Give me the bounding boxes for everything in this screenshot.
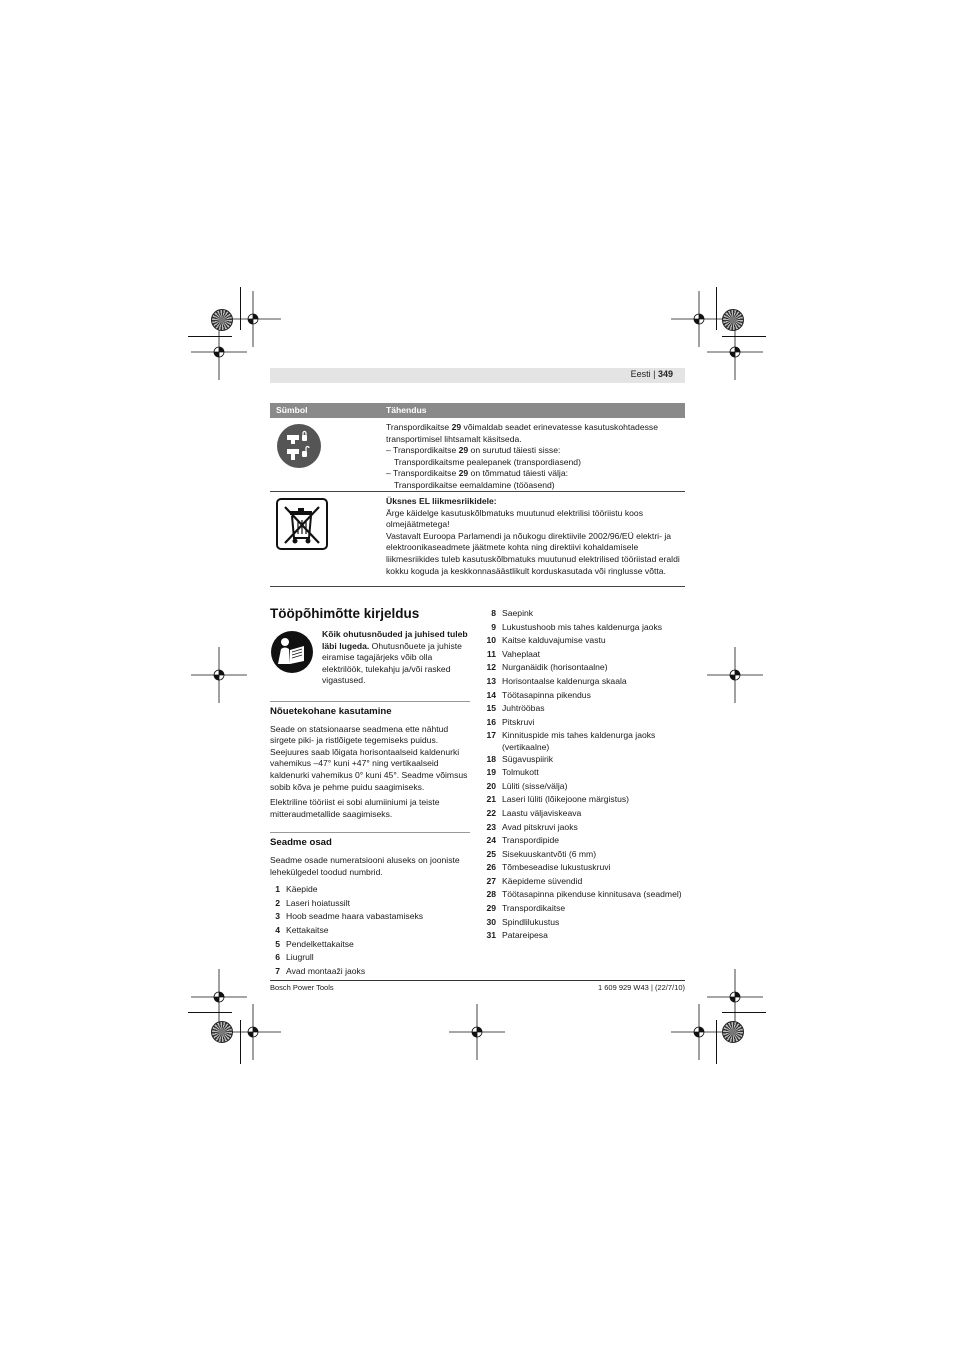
transport-lock-line xyxy=(386,422,685,445)
part-label: Laseri lüliti (lõikejoone märgistus) xyxy=(502,794,630,805)
list-item xyxy=(270,911,470,925)
part-label: Avad montaaži jaoks xyxy=(286,965,366,976)
part-number: 7 xyxy=(275,965,280,976)
color-target-icon xyxy=(722,1021,744,1043)
list-item xyxy=(482,662,686,676)
list-item xyxy=(482,649,686,663)
part-number: 31 xyxy=(486,930,496,941)
list-item xyxy=(482,730,686,753)
crossed-bin-icon xyxy=(276,498,328,554)
part-number: 6 xyxy=(275,952,280,963)
parts-list-right xyxy=(482,608,686,944)
table-header-row xyxy=(270,403,685,418)
disposal-heading: Üksnes EL liikmesriikidele: xyxy=(386,496,497,506)
intended-use-section xyxy=(270,701,470,820)
registration-mark-icon xyxy=(447,1002,507,1062)
list-item xyxy=(482,676,686,690)
intended-use-p1: Seade on statsionaarse seadmena ette nähtud sirgete piki- ja ristlõigete tegemiseks puidus. Seejuures saab lõigata horisontaalseid kaldenurki vahemikus –47° kuni +47° ning vertikaalseid kaldenurki vahemikus 0° kuni 45°. Seadme võimsus sobib kõva je pehme puidu saagimiseks. xyxy=(270,723,468,792)
warning-body: Ohutusnõuete ja juhiste eiramise tagajärjeks võib olla elektrilöök, tulekahju ja/või rasked vigastused. xyxy=(322,640,462,686)
part-number: 11 xyxy=(486,648,496,659)
part-number: 9 xyxy=(491,621,496,632)
footer-brand: Bosch Power Tools xyxy=(270,983,334,992)
part-label: Lukustushoob mis tahes kaldenurga jaoks xyxy=(502,621,663,632)
list-item xyxy=(482,794,686,808)
table-row xyxy=(270,492,685,587)
crop-line xyxy=(240,287,241,330)
list-item xyxy=(482,849,686,863)
part-number: 24 xyxy=(486,835,496,846)
list-item xyxy=(482,608,686,622)
list-item xyxy=(482,622,686,636)
parts-intro: Seadme osade numeratsiooni aluseks on jooniste lehekülgedel toodud numbrid. xyxy=(270,854,460,877)
part-label: Kinnituspide mis tahes kaldenurga jaoks (vertikaalne) xyxy=(502,730,656,752)
part-label: Vaheplaat xyxy=(502,648,541,659)
warning-text xyxy=(322,629,472,687)
list-item xyxy=(270,939,470,953)
crop-line xyxy=(188,1012,232,1013)
crop-line xyxy=(240,1020,241,1064)
part-label: Liugrull xyxy=(286,952,314,963)
part-label: Laseri hoiatussilt xyxy=(286,897,351,908)
part-number: 30 xyxy=(486,916,496,927)
list-item xyxy=(482,717,686,731)
transport-lock-line xyxy=(386,457,685,469)
transport-lock-description xyxy=(386,418,685,495)
crop-line xyxy=(722,336,766,337)
list-item xyxy=(482,917,686,931)
part-number-ref: 29 xyxy=(458,468,469,479)
part-label: Transpordipide xyxy=(502,835,560,846)
page-number: 349 xyxy=(657,369,673,379)
list-item xyxy=(482,930,686,944)
list-item xyxy=(270,884,470,898)
list-item xyxy=(482,822,686,836)
registration-mark-icon xyxy=(189,645,249,705)
safety-warning xyxy=(270,629,470,693)
part-label: Spindlilukustus xyxy=(502,916,560,927)
part-label: Avad pitskruvi jaoks xyxy=(502,821,578,832)
part-number: 4 xyxy=(275,924,280,935)
list-item xyxy=(482,635,686,649)
disposal-text-1: Ärge käidelge kasutuskõlbmatuks muutunud elektrilisi tööriistu koos olmejäätmetega! xyxy=(386,507,643,530)
list-item xyxy=(482,754,686,768)
part-number: 8 xyxy=(491,608,496,618)
warning-bold: Kõik ohutusnõuded ja juhised tuleb läbi lugeda. xyxy=(322,629,468,651)
symbol-table xyxy=(270,403,685,587)
header-text: Eesti | 349 xyxy=(630,369,673,379)
part-number: 14 xyxy=(486,689,496,700)
transport-lock-line xyxy=(386,468,685,480)
intended-use-title: Nõuetekohane kasutamine xyxy=(270,706,392,717)
part-number: 20 xyxy=(486,780,496,791)
part-number: 25 xyxy=(486,848,496,859)
section-title: Tööpõhimõtte kirjeldus xyxy=(270,606,420,621)
list-item xyxy=(482,703,686,717)
part-number: 13 xyxy=(486,675,496,686)
part-label: Nurganäidik (horisontaalne) xyxy=(502,662,608,673)
part-number-ref: 29 xyxy=(458,445,469,456)
list-item xyxy=(482,835,686,849)
part-number: 16 xyxy=(486,716,496,727)
part-number: 12 xyxy=(486,662,496,673)
line-text: Transpordikaitse xyxy=(386,422,452,432)
registration-mark-icon xyxy=(189,322,249,382)
part-label: Sisekuuskantvõti (6 mm) xyxy=(502,848,597,859)
part-label: Pitskruvi xyxy=(502,716,535,727)
color-target-icon xyxy=(722,309,744,331)
part-label: Kaitse kalduvajumise vastu xyxy=(502,635,606,646)
list-item xyxy=(482,767,686,781)
part-number: 22 xyxy=(486,807,496,818)
list-item xyxy=(482,690,686,704)
list-item xyxy=(270,966,470,980)
part-label: Sügavuspiirik xyxy=(502,753,554,764)
color-target-icon xyxy=(211,1021,233,1043)
registration-mark-icon xyxy=(669,1002,729,1062)
footer-doc-number: 1 609 929 W43 | (22/7/10) xyxy=(597,983,685,992)
page-header xyxy=(270,368,685,383)
line-text: – Transpordikaitse xyxy=(386,468,459,479)
transport-lock-line xyxy=(386,445,685,457)
part-label: Transpordikaitse xyxy=(502,903,566,914)
line-text: on surutud täiesti sisse: xyxy=(468,445,561,456)
right-column xyxy=(482,608,686,944)
part-number: 23 xyxy=(486,821,496,832)
part-number: 29 xyxy=(486,903,496,914)
part-number: 21 xyxy=(486,794,496,805)
line-text: võimaldab seadet erinevatesse kasutuskohtadesse transportimisel lihtsamalt käsitseda. xyxy=(386,422,658,444)
part-label: Laastu väljaviskeava xyxy=(502,807,582,818)
part-label: Kettakaitse xyxy=(286,924,329,935)
line-text: Transpordikaitsme pealepanek (transpordiasend) xyxy=(394,456,581,467)
part-number: 1 xyxy=(275,884,280,895)
color-target-icon xyxy=(211,309,233,331)
header-language: Eesti xyxy=(630,369,651,379)
part-label: Tõmbeseadise lukustuskruvi xyxy=(502,862,611,873)
parts-title: Seadme osad xyxy=(270,837,332,849)
part-number: 15 xyxy=(486,703,496,714)
intended-use-p2: Elektriline tööriist ei sobi alumiiniumi ja teiste mitteraudmetallide saagimiseks. xyxy=(270,797,440,819)
line-text: Transpordikaitse eemaldamine (tööasend) xyxy=(394,479,555,490)
parts-section xyxy=(270,832,470,979)
part-number: 2 xyxy=(275,897,280,908)
crop-line xyxy=(716,1020,717,1064)
table-row xyxy=(270,418,685,492)
col-meaning-header: Tähendus xyxy=(386,405,427,415)
part-number: 19 xyxy=(486,767,496,778)
list-item xyxy=(482,889,686,903)
list-item xyxy=(482,903,686,917)
part-label: Horisontaalse kaldenurga skaala xyxy=(502,675,627,686)
footer-rule xyxy=(270,980,685,981)
list-item xyxy=(482,862,686,876)
part-label: Käepide xyxy=(286,884,318,895)
line-text: on tõmmatud täiesti välja: xyxy=(468,468,569,479)
part-label: Saepink xyxy=(502,608,534,618)
part-number: 28 xyxy=(486,889,496,900)
part-label: Pendelkettakaitse xyxy=(286,938,354,949)
part-label: Töötasapinna pikenduse kinnitusava (seadmel) xyxy=(502,889,682,900)
part-number: 17 xyxy=(486,730,496,741)
list-item xyxy=(482,781,686,795)
part-number: 18 xyxy=(486,753,496,764)
list-item xyxy=(482,808,686,822)
disposal-text-2: Vastavalt Euroopa Parlamendi ja nõukogu direktiivile 2002/96/EÜ elektri- ja elektroonikaseadmete jäätmete kohta ning direktiivi kohaldamisele liikmesriikides tuleb kasutuskõlbmatuks muutunud elektrilised tööriistad eraldi kokku koguda ja keskkonnasäästlikult korduskasutada või ringlusse võtta. xyxy=(386,530,680,576)
part-number: 26 xyxy=(486,862,496,873)
transport-lock-line xyxy=(386,480,685,492)
part-label: Hoob seadme haara vabastamiseks xyxy=(286,911,424,922)
list-item xyxy=(482,876,686,890)
crop-line xyxy=(188,336,232,337)
crop-line xyxy=(722,1012,766,1013)
part-number: 27 xyxy=(486,875,496,886)
part-label: Patareipesa xyxy=(502,930,548,941)
part-number: 5 xyxy=(275,938,280,949)
disposal-description xyxy=(386,492,685,580)
col-symbol-header: Sümbol xyxy=(276,405,308,415)
part-label: Juhtrööbas xyxy=(502,703,545,714)
list-item xyxy=(270,898,470,912)
read-manual-icon xyxy=(270,630,314,678)
part-label: Käepideme süvendid xyxy=(502,875,583,886)
registration-mark-icon xyxy=(705,645,765,705)
transport-lock-icon xyxy=(276,423,322,473)
left-column xyxy=(270,605,470,979)
registration-mark-icon xyxy=(705,322,765,382)
list-item xyxy=(270,925,470,939)
part-label: Tolmukott xyxy=(502,767,539,778)
part-label: Lüliti (sisse/välja) xyxy=(502,780,568,791)
crop-line xyxy=(716,287,717,330)
part-number: 10 xyxy=(486,635,496,646)
part-number: 3 xyxy=(275,911,280,922)
line-text: – Transpordikaitse xyxy=(386,445,459,456)
parts-list-left xyxy=(270,884,470,979)
list-item xyxy=(270,952,470,966)
part-label: Töötasapinna pikendus xyxy=(502,689,591,700)
part-number-ref: 29 xyxy=(451,422,462,432)
